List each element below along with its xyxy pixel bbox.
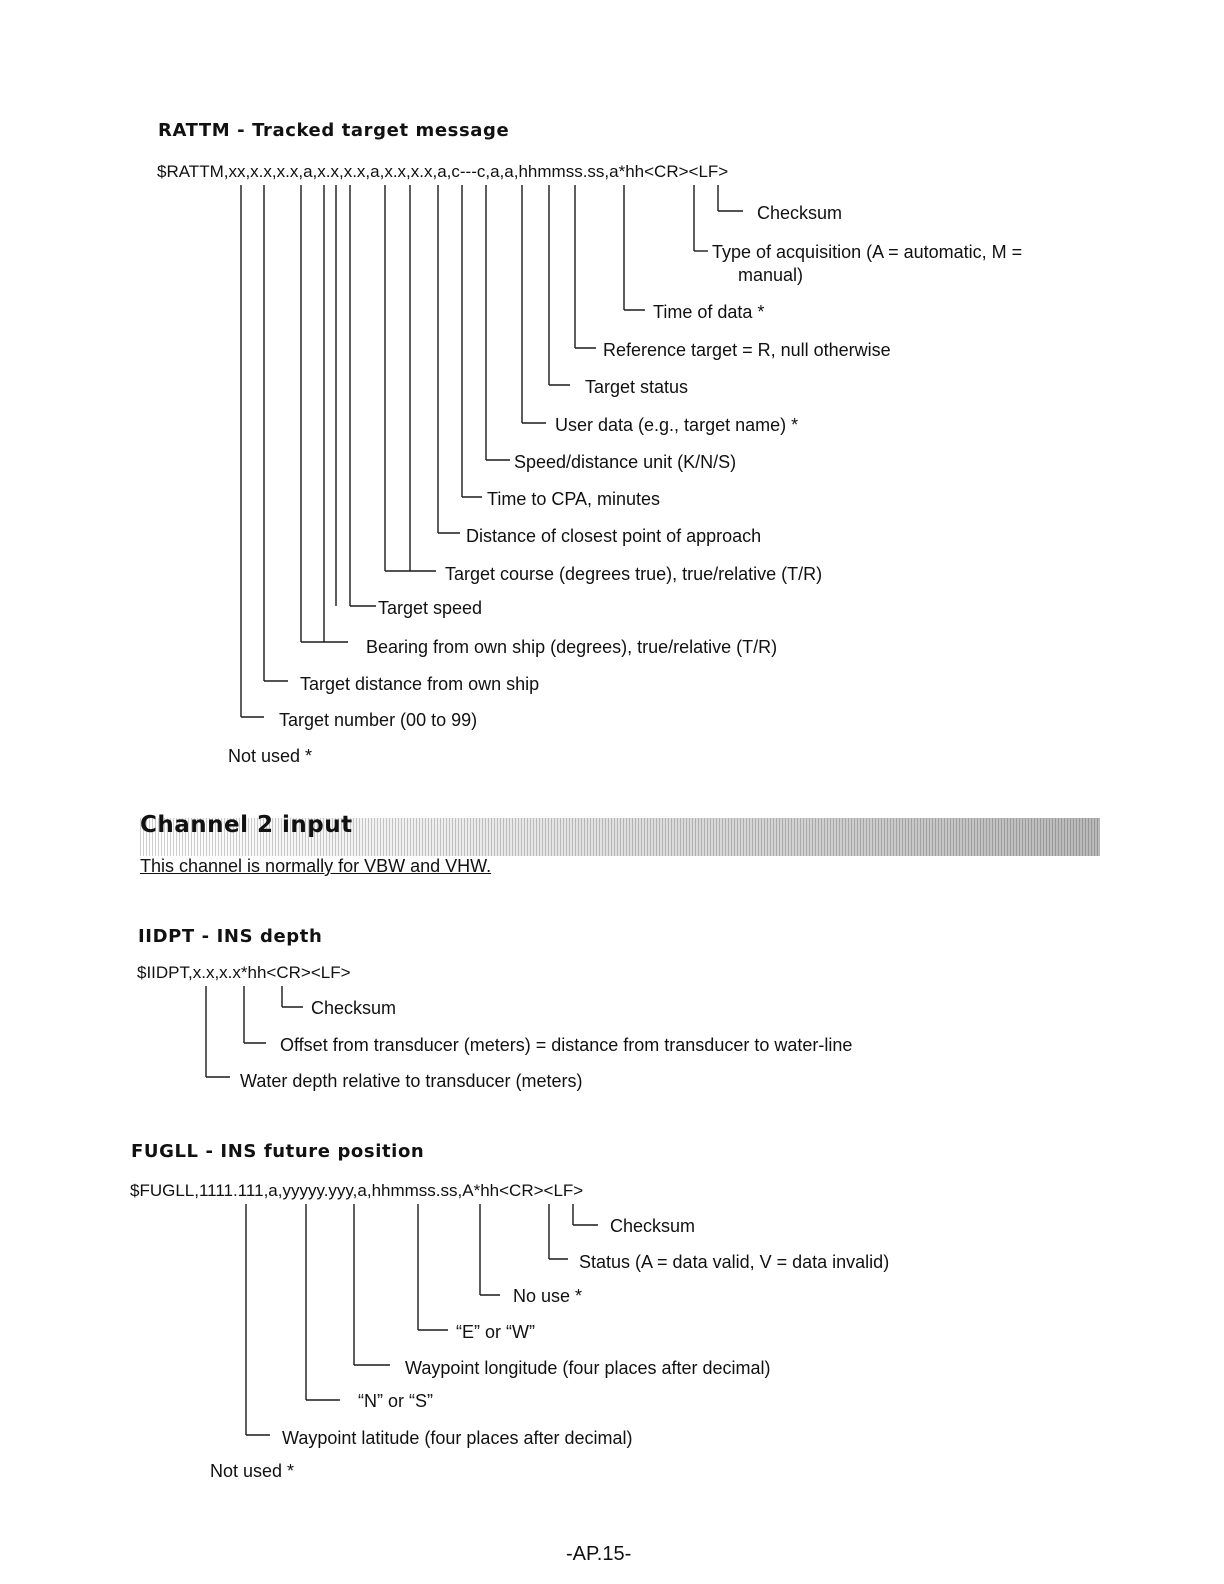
rattm-not-used: Not used *	[228, 746, 313, 766]
fugll-field-east-west: “E” or “W”	[456, 1322, 535, 1342]
rattm-title: RATTM - Tracked target message	[158, 120, 510, 141]
channel2-title: Channel 2 input	[140, 812, 353, 838]
rattm-field-target-status: Target status	[585, 377, 689, 397]
rattm-field-acquisition-type: Type of acquisition (A = automatic, M =	[712, 242, 1023, 262]
rattm-field-cpa-distance: Distance of closest point of approach	[466, 526, 762, 546]
rattm-field-target-speed: Target speed	[378, 598, 483, 618]
iidpt-field-offset: Offset from transducer (meters) = distance from transducer to water-line	[280, 1035, 853, 1055]
rattm-field-reference-target: Reference target = R, null otherwise	[603, 340, 891, 360]
fugll-sentence: $FUGLL,1111.111,a,yyyyy.yyy,a,hhmmss.ss,A*hh<CR><LF>	[130, 1181, 584, 1200]
iidpt-field-water-depth: Water depth relative to transducer (meters)	[240, 1071, 583, 1091]
iidpt-title: IIDPT - INS depth	[138, 926, 323, 947]
rattm-field-speed-unit: Speed/distance unit (K/N/S)	[514, 452, 737, 472]
fugll-title: FUGLL - INS future position	[131, 1141, 425, 1162]
rattm-field-target-distance: Target distance from own ship	[300, 674, 540, 694]
fugll-field-no-use: No use *	[513, 1286, 583, 1306]
rattm-field-user-data: User data (e.g., target name) *	[555, 415, 799, 435]
rattm-field-acquisition-type-cont: manual)	[738, 265, 804, 285]
fugll-field-north-south: “N” or “S”	[358, 1391, 433, 1411]
rattm-field-time-of-data: Time of data *	[653, 302, 765, 322]
channel2-intro: This channel is normally for VBW and VHW.	[140, 856, 492, 876]
rattm-sentence: $RATTM,xx,x.x,x.x,a,x.x,x.x,a,x.x,x.x,a,c---c,a,a,hhmmss.ss,a*hh<CR><LF>	[157, 162, 729, 181]
rattm-field-time-to-cpa: Time to CPA, minutes	[487, 489, 661, 509]
rattm-field-target-number: Target number (00 to 99)	[279, 710, 478, 730]
fugll-field-status: Status (A = data valid, V = data invalid)	[579, 1252, 890, 1272]
rattm-field-target-course: Target course (degrees true), true/relative (T/R)	[445, 564, 823, 584]
fugll-not-used: Not used *	[210, 1461, 295, 1481]
rattm-field-checksum: Checksum	[757, 203, 843, 223]
iidpt-field-checksum: Checksum	[311, 998, 397, 1018]
page-number: -AP.15-	[566, 1543, 632, 1565]
fugll-field-waypoint-longitude: Waypoint longitude (four places after decimal)	[405, 1358, 771, 1378]
fugll-field-checksum: Checksum	[610, 1216, 696, 1236]
rattm-field-bearing: Bearing from own ship (degrees), true/relative (T/R)	[366, 637, 778, 657]
fugll-field-waypoint-latitude: Waypoint latitude (four places after decimal)	[282, 1428, 633, 1448]
iidpt-sentence: $IIDPT,x.x,x.x*hh<CR><LF>	[137, 963, 351, 982]
